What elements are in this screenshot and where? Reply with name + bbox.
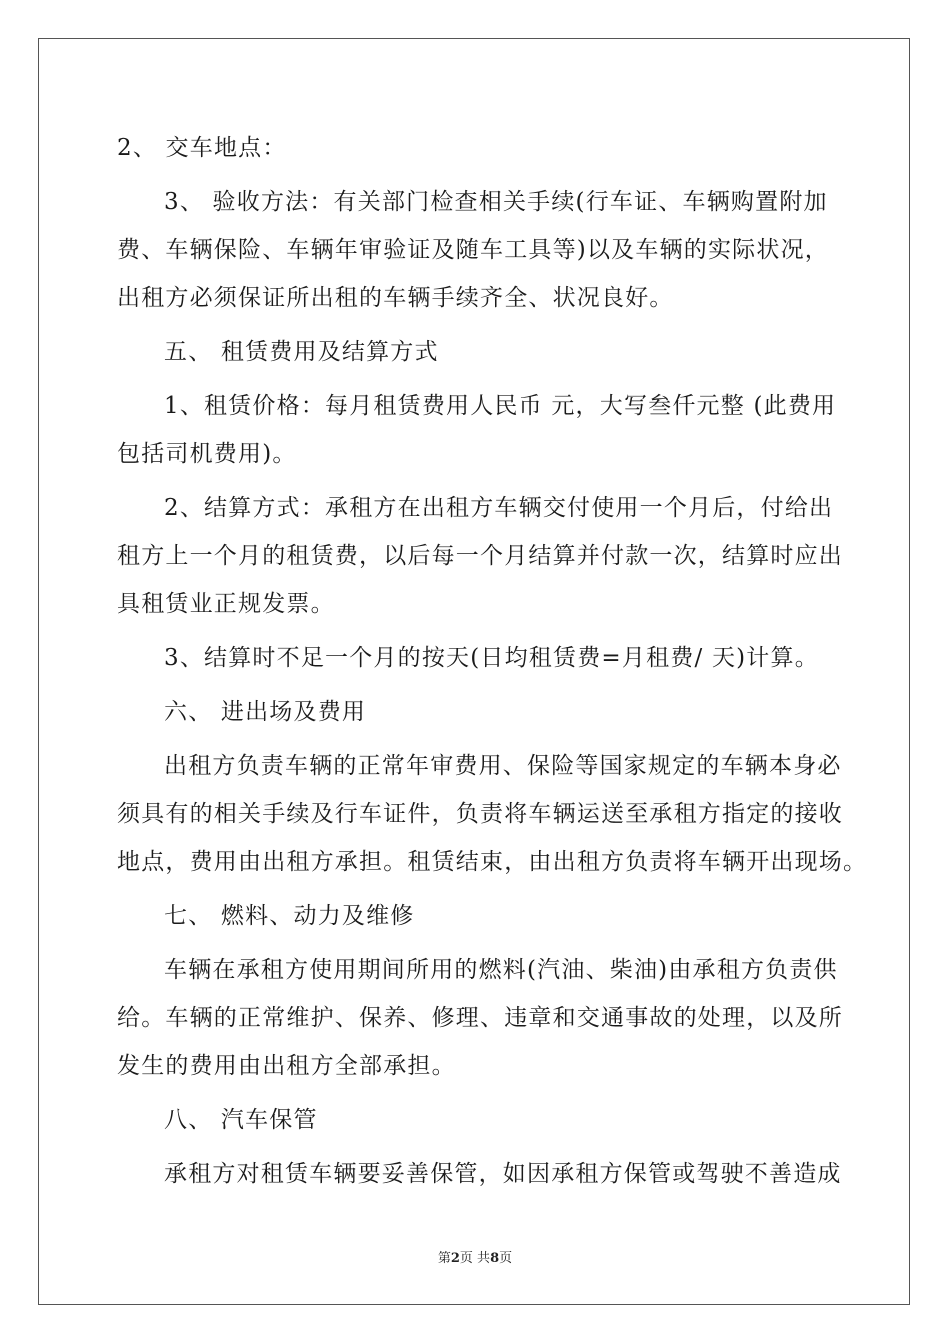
text-line: 承租方对租赁车辆要妥善保管，如因承租方保管或驾驶不善造成	[164, 1161, 842, 1187]
text-line: 1、租赁价格：每月租赁费用人民币 元，大写叁仟元整 (此费用	[164, 393, 837, 419]
document-body	[117, 124, 868, 1198]
paragraph	[117, 484, 847, 628]
text-line: 六、 进出场及费用	[164, 699, 367, 725]
text-line: 具租赁业正规发票。	[117, 591, 335, 617]
total-pages-number: 8	[490, 1251, 500, 1266]
text-line: 费、车辆保险、车辆年审验证及随车工具等)以及车辆的实际状况，	[117, 237, 829, 263]
text-line: 七、 燃料、动力及维修	[164, 903, 415, 929]
footer-mid: 页 共	[459, 1251, 491, 1266]
paragraph	[117, 892, 847, 940]
footer-suffix: 页	[499, 1251, 513, 1266]
text-line: 须具有的相关手续及行车证件，负责将车辆运送至承租方指定的接收	[117, 801, 843, 827]
footer-prefix: 第	[437, 1251, 451, 1266]
paragraph	[117, 1150, 847, 1198]
text-line: 2、结算方式：承租方在出租方车辆交付使用一个月后，付给出	[164, 495, 834, 521]
text-line: 2、 交车地点：	[117, 135, 287, 161]
paragraph	[117, 124, 847, 172]
paragraph	[117, 382, 847, 478]
paragraph	[117, 742, 868, 886]
paragraph	[117, 634, 847, 682]
page-footer	[0, 1247, 950, 1266]
text-line: 租方上一个月的租赁费，以后每一个月结算并付款一次，结算时应出	[117, 543, 843, 569]
paragraph	[117, 328, 847, 376]
text-line: 给。车辆的正常维护、保养、修理、违章和交通事故的处理，以及所	[117, 1005, 843, 1031]
paragraph	[117, 1096, 847, 1144]
text-line: 包括司机费用)。	[117, 441, 297, 467]
paragraph	[117, 946, 847, 1090]
text-line: 3、 验收方法：有关部门检查相关手续(行车证、车辆购置附加	[164, 189, 828, 215]
text-line: 出租方负责车辆的正常年审费用、保险等国家规定的车辆本身必	[164, 753, 842, 779]
text-line: 五、 租赁费用及结算方式	[164, 339, 439, 365]
paragraph	[117, 688, 847, 736]
current-page-number: 2	[450, 1251, 460, 1266]
text-line: 发生的费用由出租方全部承担。	[117, 1053, 456, 1079]
text-line: 3、结算时不足一个月的按天(日均租赁费=月租费/ 天)计算。	[164, 645, 819, 671]
text-line: 出租方必须保证所出租的车辆手续齐全、状况良好。	[117, 285, 674, 311]
text-line: 地点，费用由出租方承担。租赁结束，由出租方负责将车辆开出现场。	[117, 849, 868, 875]
text-line: 八、 汽车保管	[164, 1107, 318, 1133]
text-line: 车辆在承租方使用期间所用的燃料(汽油、柴油)由承租方负责供	[164, 957, 838, 983]
paragraph	[117, 178, 847, 322]
